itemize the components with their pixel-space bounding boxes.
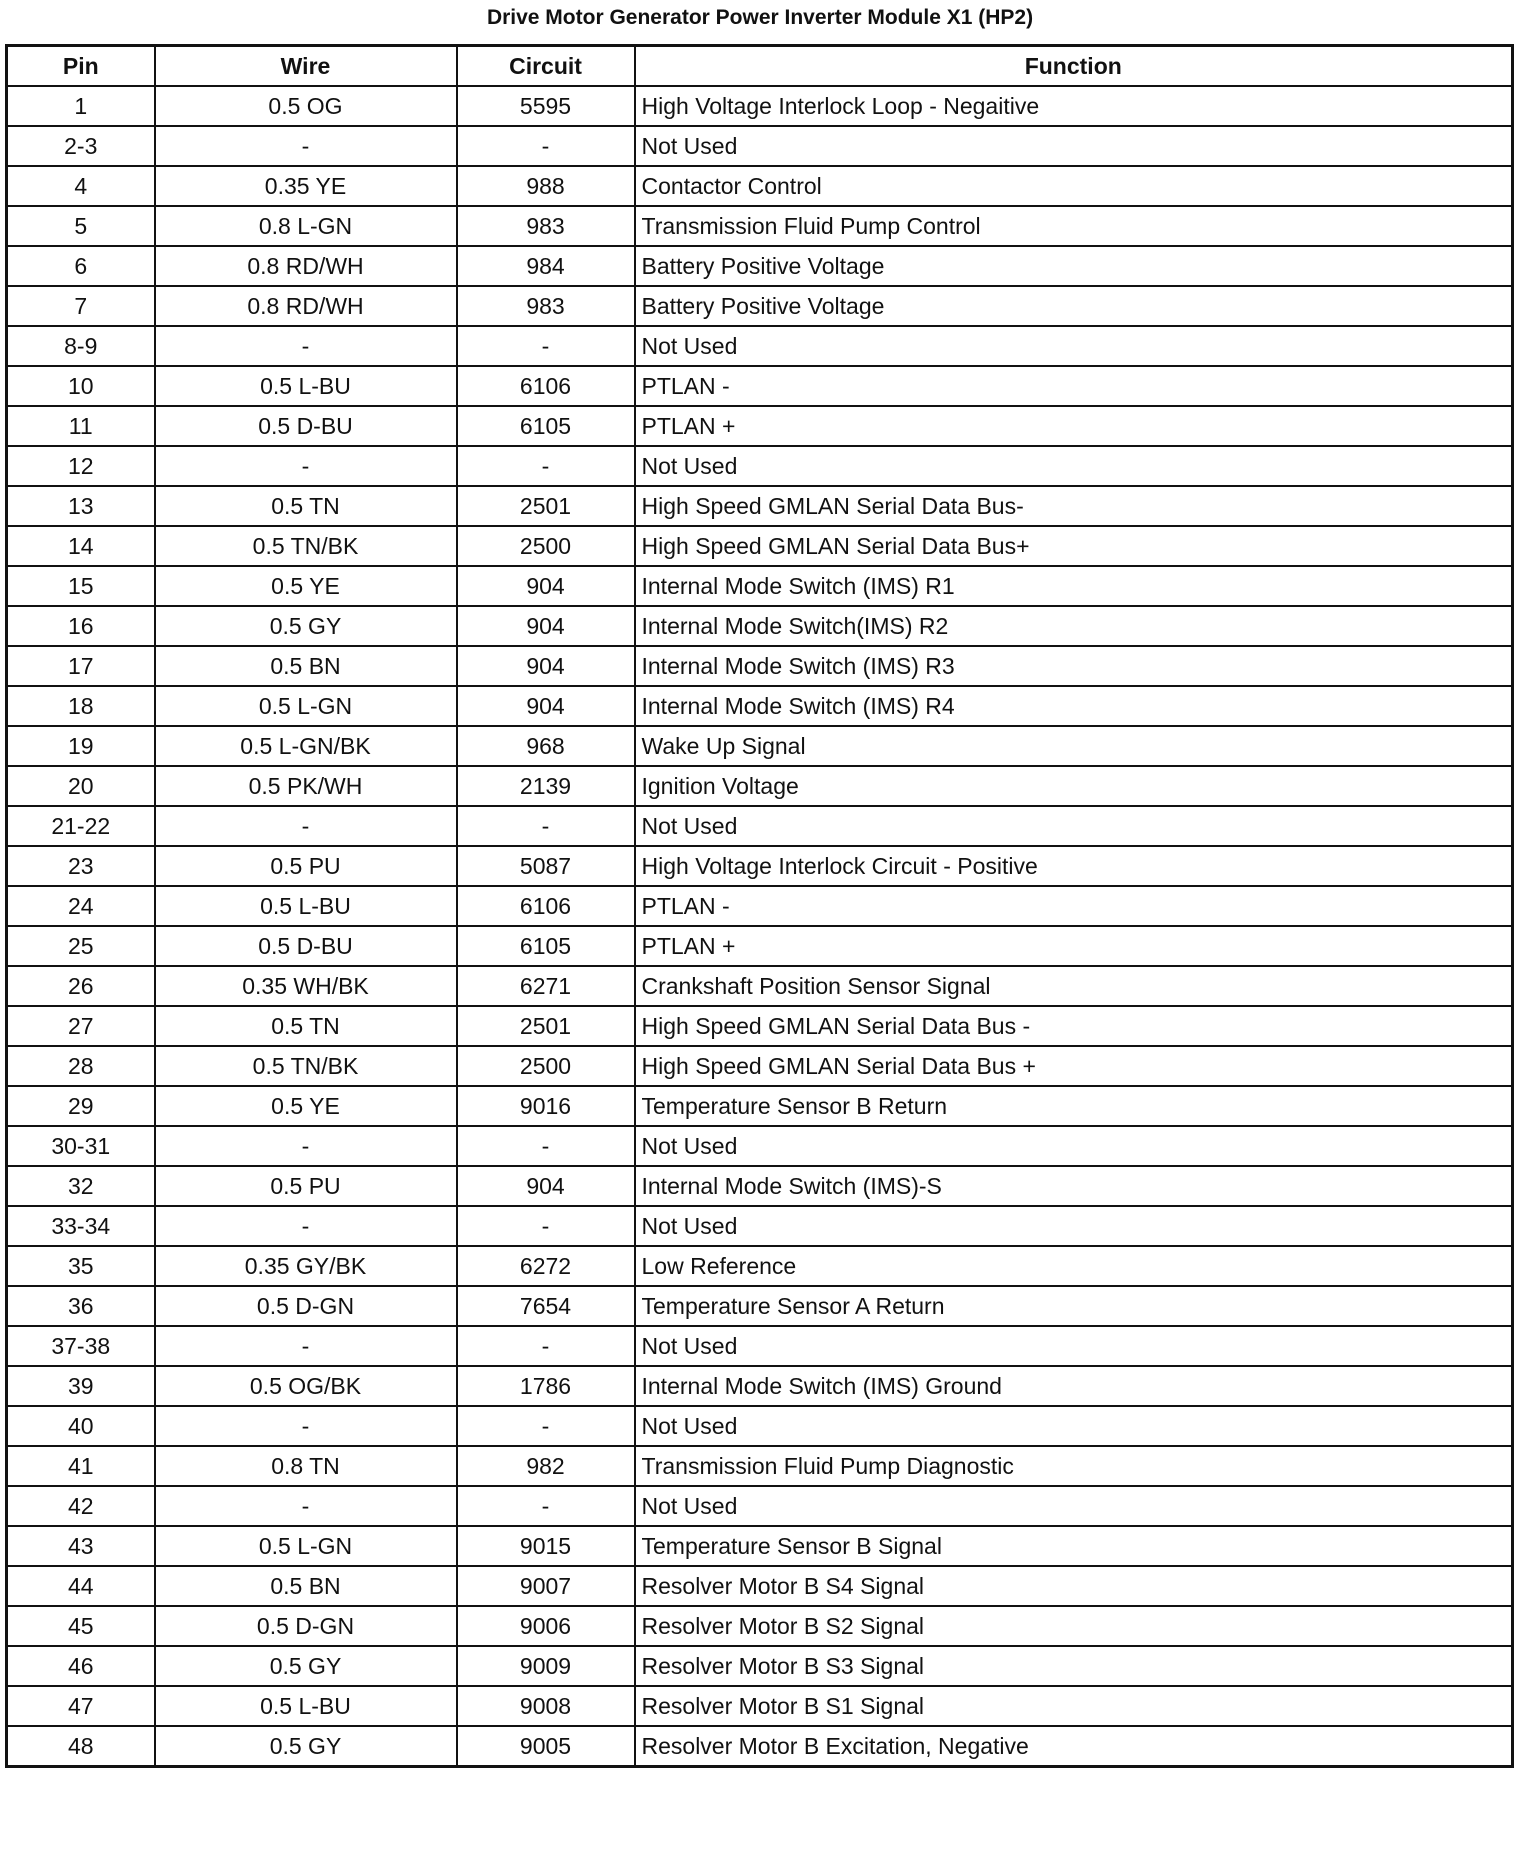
cell-wire: 0.5 D-GN	[155, 1286, 457, 1326]
table-row	[7, 1046, 1513, 1086]
cell-function: PTLAN -	[635, 366, 1513, 406]
cell-function: Battery Positive Voltage	[635, 286, 1513, 326]
cell-circuit: 904	[457, 686, 635, 726]
cell-pin: 16	[7, 606, 155, 646]
cell-function: Internal Mode Switch(IMS) R2	[635, 606, 1513, 646]
cell-pin: 13	[7, 486, 155, 526]
cell-function: PTLAN +	[635, 406, 1513, 446]
cell-function: Not Used	[635, 326, 1513, 366]
cell-pin: 36	[7, 1286, 155, 1326]
cell-wire: 0.35 YE	[155, 166, 457, 206]
table-row	[7, 446, 1513, 486]
cell-circuit: 6105	[457, 926, 635, 966]
cell-pin: 23	[7, 846, 155, 886]
cell-wire: 0.35 WH/BK	[155, 966, 457, 1006]
cell-circuit: 6271	[457, 966, 635, 1006]
cell-wire: 0.5 OG/BK	[155, 1366, 457, 1406]
cell-pin: 28	[7, 1046, 155, 1086]
cell-pin: 26	[7, 966, 155, 1006]
cell-pin: 15	[7, 566, 155, 606]
cell-wire: 0.5 YE	[155, 566, 457, 606]
cell-wire: 0.5 BN	[155, 646, 457, 686]
cell-pin: 40	[7, 1406, 155, 1446]
cell-circuit: 9006	[457, 1606, 635, 1646]
cell-wire: 0.5 L-BU	[155, 366, 457, 406]
table-row	[7, 1326, 1513, 1366]
cell-wire: 0.5 TN/BK	[155, 1046, 457, 1086]
cell-function: Resolver Motor B Excitation, Negative	[635, 1726, 1513, 1767]
cell-circuit: 904	[457, 646, 635, 686]
cell-wire: 0.8 RD/WH	[155, 286, 457, 326]
cell-circuit: 904	[457, 566, 635, 606]
table-row	[7, 1686, 1513, 1726]
cell-wire: -	[155, 806, 457, 846]
table-row	[7, 246, 1513, 286]
cell-pin: 27	[7, 1006, 155, 1046]
cell-pin: 5	[7, 206, 155, 246]
cell-pin: 1	[7, 86, 155, 126]
table-row	[7, 726, 1513, 766]
table-row	[7, 1166, 1513, 1206]
cell-function: Transmission Fluid Pump Diagnostic	[635, 1446, 1513, 1486]
cell-wire: 0.5 D-BU	[155, 926, 457, 966]
table-row	[7, 1286, 1513, 1326]
table-row	[7, 1486, 1513, 1526]
cell-function: Temperature Sensor A Return	[635, 1286, 1513, 1326]
cell-wire: -	[155, 1206, 457, 1246]
cell-pin: 30-31	[7, 1126, 155, 1166]
cell-function: Resolver Motor B S2 Signal	[635, 1606, 1513, 1646]
cell-function: Wake Up Signal	[635, 726, 1513, 766]
cell-wire: 0.5 PU	[155, 846, 457, 886]
table-row	[7, 86, 1513, 126]
cell-function: High Voltage Interlock Circuit - Positive	[635, 846, 1513, 886]
cell-function: Crankshaft Position Sensor Signal	[635, 966, 1513, 1006]
cell-function: Not Used	[635, 806, 1513, 846]
table-header-row	[7, 46, 1513, 87]
cell-circuit: 2501	[457, 486, 635, 526]
cell-wire: 0.8 RD/WH	[155, 246, 457, 286]
cell-wire: 0.5 PK/WH	[155, 766, 457, 806]
table-row	[7, 166, 1513, 206]
cell-function: Not Used	[635, 1326, 1513, 1366]
cell-circuit: -	[457, 1406, 635, 1446]
table-row	[7, 1566, 1513, 1606]
cell-function: Contactor Control	[635, 166, 1513, 206]
cell-circuit: 2501	[457, 1006, 635, 1046]
cell-pin: 18	[7, 686, 155, 726]
cell-circuit: -	[457, 446, 635, 486]
cell-function: Transmission Fluid Pump Control	[635, 206, 1513, 246]
cell-pin: 41	[7, 1446, 155, 1486]
cell-pin: 10	[7, 366, 155, 406]
cell-pin: 37-38	[7, 1326, 155, 1366]
cell-function: Battery Positive Voltage	[635, 246, 1513, 286]
cell-wire: 0.5 D-GN	[155, 1606, 457, 1646]
cell-function: PTLAN +	[635, 926, 1513, 966]
cell-circuit: 982	[457, 1446, 635, 1486]
cell-circuit: 6105	[457, 406, 635, 446]
cell-circuit: 9007	[457, 1566, 635, 1606]
cell-pin: 2-3	[7, 126, 155, 166]
cell-function: Low Reference	[635, 1246, 1513, 1286]
cell-function: High Speed GMLAN Serial Data Bus+	[635, 526, 1513, 566]
cell-function: PTLAN -	[635, 886, 1513, 926]
cell-function: Internal Mode Switch (IMS) R4	[635, 686, 1513, 726]
cell-function: Internal Mode Switch (IMS) R3	[635, 646, 1513, 686]
cell-circuit: 988	[457, 166, 635, 206]
cell-circuit: 983	[457, 206, 635, 246]
cell-pin: 45	[7, 1606, 155, 1646]
table-row	[7, 286, 1513, 326]
cell-function: Temperature Sensor B Signal	[635, 1526, 1513, 1566]
cell-circuit: -	[457, 126, 635, 166]
cell-wire: 0.5 TN/BK	[155, 526, 457, 566]
cell-wire: 0.8 TN	[155, 1446, 457, 1486]
cell-function: High Speed GMLAN Serial Data Bus -	[635, 1006, 1513, 1046]
cell-circuit: 1786	[457, 1366, 635, 1406]
table-row	[7, 1526, 1513, 1566]
cell-circuit: 9015	[457, 1526, 635, 1566]
cell-pin: 14	[7, 526, 155, 566]
table-row	[7, 566, 1513, 606]
table-row	[7, 486, 1513, 526]
cell-wire: -	[155, 446, 457, 486]
cell-wire: 0.5 OG	[155, 86, 457, 126]
cell-wire: -	[155, 1326, 457, 1366]
cell-pin: 11	[7, 406, 155, 446]
cell-function: Temperature Sensor B Return	[635, 1086, 1513, 1126]
table-row	[7, 1446, 1513, 1486]
cell-wire: 0.5 PU	[155, 1166, 457, 1206]
cell-pin: 21-22	[7, 806, 155, 846]
table-row	[7, 886, 1513, 926]
cell-wire: 0.5 TN	[155, 486, 457, 526]
table-row	[7, 1086, 1513, 1126]
cell-wire: 0.5 L-GN/BK	[155, 726, 457, 766]
cell-wire: -	[155, 126, 457, 166]
table-row	[7, 126, 1513, 166]
table-row	[7, 1606, 1513, 1646]
cell-pin: 24	[7, 886, 155, 926]
table-row	[7, 606, 1513, 646]
table-row	[7, 806, 1513, 846]
cell-circuit: -	[457, 1326, 635, 1366]
cell-circuit: 6272	[457, 1246, 635, 1286]
cell-function: Resolver Motor B S1 Signal	[635, 1686, 1513, 1726]
table-row	[7, 526, 1513, 566]
cell-pin: 17	[7, 646, 155, 686]
cell-circuit: 9005	[457, 1726, 635, 1767]
table-row	[7, 686, 1513, 726]
cell-circuit: 904	[457, 1166, 635, 1206]
cell-circuit: 983	[457, 286, 635, 326]
cell-wire: 0.5 L-BU	[155, 1686, 457, 1726]
cell-circuit: 2139	[457, 766, 635, 806]
cell-pin: 47	[7, 1686, 155, 1726]
cell-wire: 0.5 GY	[155, 1646, 457, 1686]
table-row	[7, 1246, 1513, 1286]
cell-pin: 39	[7, 1366, 155, 1406]
cell-pin: 8-9	[7, 326, 155, 366]
cell-pin: 33-34	[7, 1206, 155, 1246]
cell-circuit: 2500	[457, 1046, 635, 1086]
cell-function: Not Used	[635, 1486, 1513, 1526]
cell-circuit: 7654	[457, 1286, 635, 1326]
cell-pin: 32	[7, 1166, 155, 1206]
cell-wire: 0.5 L-GN	[155, 686, 457, 726]
cell-circuit: 6106	[457, 366, 635, 406]
cell-circuit: 904	[457, 606, 635, 646]
cell-function: Resolver Motor B S3 Signal	[635, 1646, 1513, 1686]
table-row	[7, 1126, 1513, 1166]
cell-circuit: 984	[457, 246, 635, 286]
cell-circuit: -	[457, 806, 635, 846]
cell-wire: 0.5 BN	[155, 1566, 457, 1606]
cell-circuit: 968	[457, 726, 635, 766]
cell-circuit: 5595	[457, 86, 635, 126]
cell-pin: 35	[7, 1246, 155, 1286]
cell-function: Not Used	[635, 446, 1513, 486]
table-body	[7, 86, 1513, 1767]
cell-pin: 7	[7, 286, 155, 326]
table-row	[7, 1646, 1513, 1686]
cell-pin: 29	[7, 1086, 155, 1126]
cell-wire: -	[155, 1406, 457, 1446]
cell-circuit: 5087	[457, 846, 635, 886]
table-row	[7, 1206, 1513, 1246]
table-row	[7, 966, 1513, 1006]
cell-wire: 0.5 TN	[155, 1006, 457, 1046]
cell-wire: 0.5 GY	[155, 1726, 457, 1767]
cell-wire: 0.5 L-BU	[155, 886, 457, 926]
cell-function: Internal Mode Switch (IMS)-S	[635, 1166, 1513, 1206]
cell-pin: 20	[7, 766, 155, 806]
column-header-function: Function	[635, 46, 1513, 87]
cell-function: Not Used	[635, 1206, 1513, 1246]
cell-function: Ignition Voltage	[635, 766, 1513, 806]
cell-pin: 6	[7, 246, 155, 286]
cell-wire: 0.5 GY	[155, 606, 457, 646]
cell-wire: -	[155, 1486, 457, 1526]
cell-pin: 25	[7, 926, 155, 966]
cell-circuit: 9008	[457, 1686, 635, 1726]
table-row	[7, 366, 1513, 406]
cell-function: Not Used	[635, 1126, 1513, 1166]
cell-wire: -	[155, 1126, 457, 1166]
table-row	[7, 326, 1513, 366]
table-row	[7, 1726, 1513, 1767]
cell-function: Resolver Motor B S4 Signal	[635, 1566, 1513, 1606]
cell-wire: 0.5 L-GN	[155, 1526, 457, 1566]
cell-pin: 43	[7, 1526, 155, 1566]
table-row	[7, 206, 1513, 246]
cell-wire: 0.8 L-GN	[155, 206, 457, 246]
table-row	[7, 406, 1513, 446]
cell-pin: 48	[7, 1726, 155, 1767]
table-row	[7, 846, 1513, 886]
connector-pinout-table	[5, 44, 1514, 1768]
cell-pin: 12	[7, 446, 155, 486]
cell-pin: 19	[7, 726, 155, 766]
cell-wire: 0.35 GY/BK	[155, 1246, 457, 1286]
column-header-circuit: Circuit	[457, 46, 635, 87]
table-row	[7, 1366, 1513, 1406]
cell-pin: 42	[7, 1486, 155, 1526]
cell-circuit: 9016	[457, 1086, 635, 1126]
cell-circuit: -	[457, 326, 635, 366]
table-row	[7, 766, 1513, 806]
cell-function: Internal Mode Switch (IMS) Ground	[635, 1366, 1513, 1406]
cell-wire: -	[155, 326, 457, 366]
table-row	[7, 926, 1513, 966]
column-header-wire: Wire	[155, 46, 457, 87]
cell-function: Not Used	[635, 126, 1513, 166]
column-header-pin: Pin	[7, 46, 155, 87]
table-row	[7, 646, 1513, 686]
document-title: Drive Motor Generator Power Inverter Module X1 (HP2)	[486, 6, 1034, 29]
cell-pin: 44	[7, 1566, 155, 1606]
table-row	[7, 1006, 1513, 1046]
cell-function: High Speed GMLAN Serial Data Bus-	[635, 486, 1513, 526]
cell-pin: 4	[7, 166, 155, 206]
cell-circuit: 6106	[457, 886, 635, 926]
cell-wire: 0.5 D-BU	[155, 406, 457, 446]
cell-function: High Speed GMLAN Serial Data Bus +	[635, 1046, 1513, 1086]
cell-circuit: -	[457, 1126, 635, 1166]
cell-circuit: -	[457, 1486, 635, 1526]
table-row	[7, 1406, 1513, 1446]
cell-circuit: -	[457, 1206, 635, 1246]
cell-pin: 46	[7, 1646, 155, 1686]
cell-function: Internal Mode Switch (IMS) R1	[635, 566, 1513, 606]
cell-function: High Voltage Interlock Loop - Negaitive	[635, 86, 1513, 126]
cell-circuit: 2500	[457, 526, 635, 566]
cell-wire: 0.5 YE	[155, 1086, 457, 1126]
cell-function: Not Used	[635, 1406, 1513, 1446]
cell-circuit: 9009	[457, 1646, 635, 1686]
